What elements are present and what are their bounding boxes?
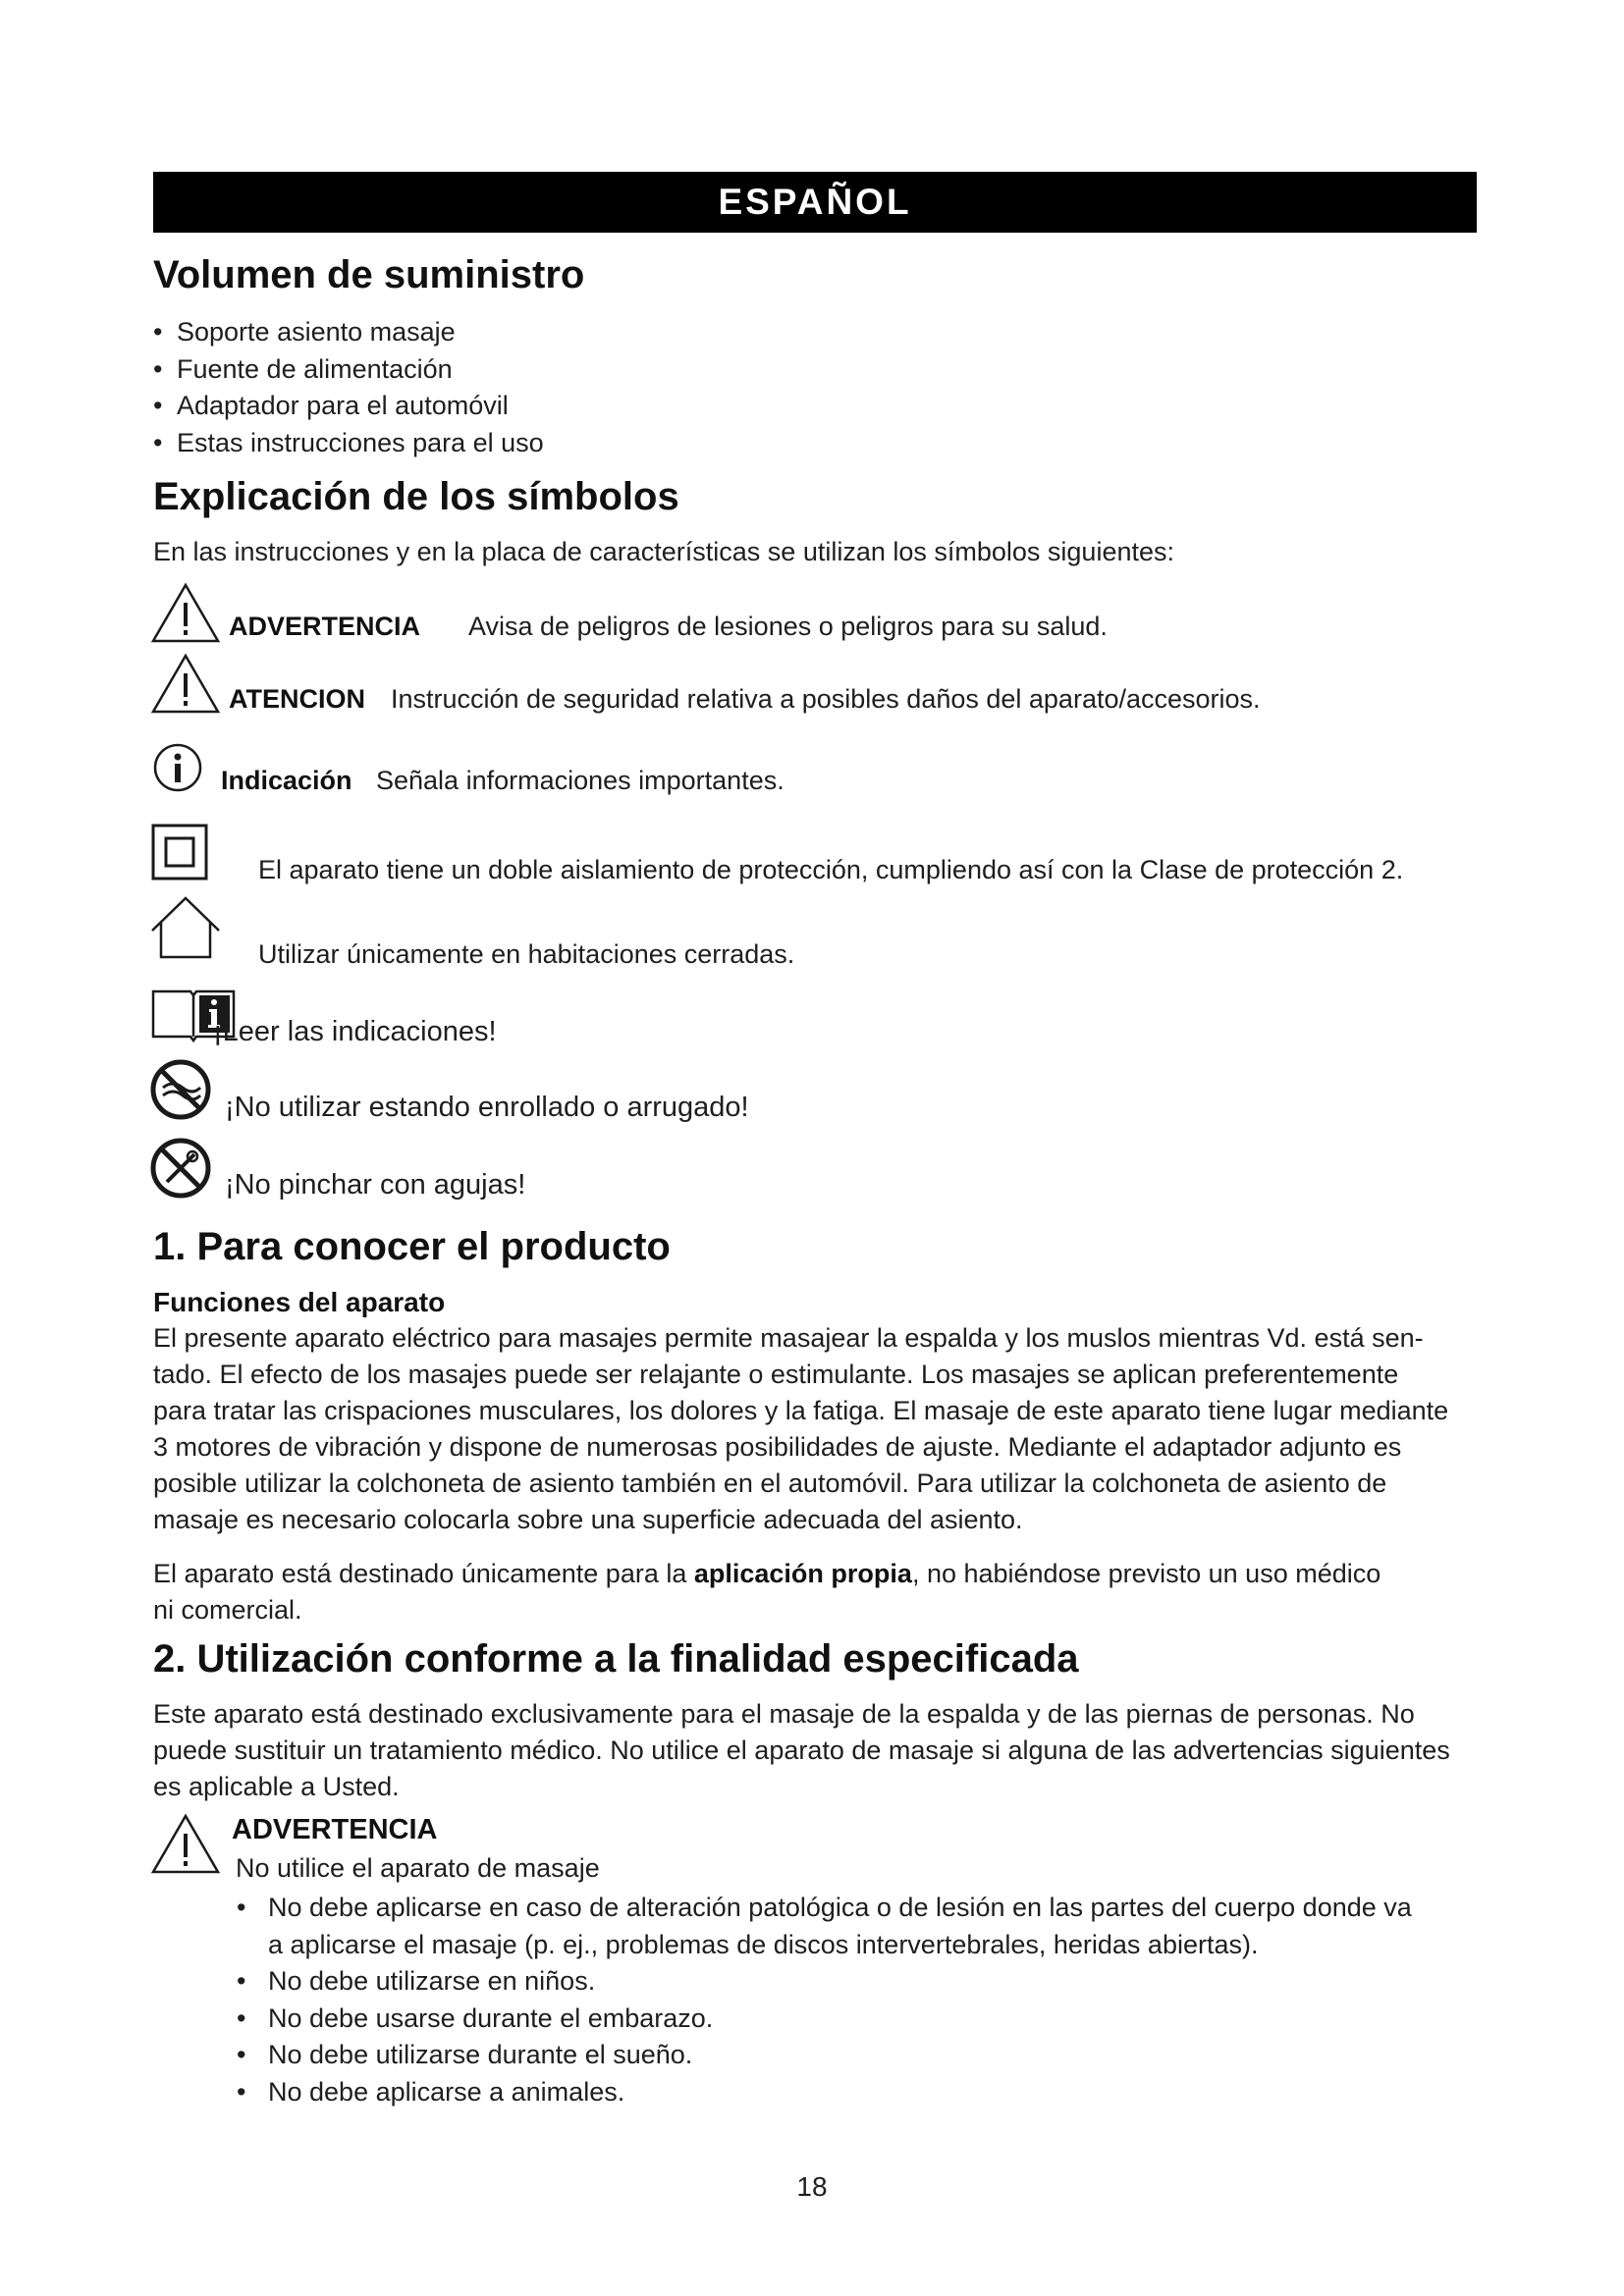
list-item: • Fuente de alimentación <box>153 351 544 389</box>
paragraph-line: ni comercial. <box>153 1595 302 1625</box>
list-item: • Adaptador para el automóvil <box>153 388 544 425</box>
warning-label: ADVERTENCIA <box>229 612 421 641</box>
section1-subheading: Funciones del aparato <box>153 1287 446 1317</box>
caution-triangle-icon <box>150 652 221 715</box>
list-item-line: a aplicarse el masaje (p. ej., problemas de discos intervertebrales, heridas abiertas). <box>268 1929 1259 1959</box>
symbols-intro: En las instrucciones y en la placa de características se utilizan los símbolos siguientes: <box>153 537 1175 566</box>
no-folding-icon <box>149 1058 212 1121</box>
no-needles-icon <box>149 1137 212 1200</box>
paragraph-line: posible utilizar la colchoneta de asiento también en el automóvil. Para utilizar la colchoneta de asiento de <box>153 1468 1387 1498</box>
note-text: Señala informaciones importantes. <box>376 766 785 795</box>
read-instructions-text: ¡Leer las indicaciones! <box>213 1016 497 1047</box>
caution-text: Instrucción de seguridad relativa a posibles daños del aparato/accesorios. <box>391 684 1261 714</box>
section2-paragraph <box>153 1696 1489 1805</box>
double-insulation-text: El aparato tiene un doble aislamiento de protección, cumpliendo así con la Clase de protección 2. <box>258 855 1404 884</box>
section2-warning-list <box>237 1890 1412 2110</box>
language-banner: ESPAÑOL <box>153 172 1477 233</box>
no-needles-text: ¡No pinchar con agujas! <box>225 1169 526 1201</box>
list-item: • No debe aplicarse a animales. <box>237 2074 1412 2111</box>
paragraph-line: tado. El efecto de los masajes puede ser relajante o estimulante. Los masajes se aplican preferentemente <box>153 1360 1399 1389</box>
house-icon <box>149 895 222 960</box>
paragraph-line: masaje es necesario colocarla sobre una superficie adecuada del asiento. <box>153 1505 1023 1534</box>
no-folding-text: ¡No utilizar estando enrollado o arrugado! <box>225 1092 749 1123</box>
caution-label: ATENCION <box>229 684 365 714</box>
section2-warning-intro: No utilice el aparato de masaje <box>236 1853 600 1883</box>
paragraph-line: Este aparato está destinado exclusivamente para el masaje de la espalda y de las piernas de personas. No <box>153 1699 1415 1729</box>
list-item <box>237 1890 1412 1963</box>
double-insulation-icon <box>150 823 209 881</box>
paragraph-line: 3 motores de vibración y dispone de numerosas posibilidades de ajuste. Mediante el adaptador adjunto es <box>153 1432 1402 1462</box>
section1-paragraph <box>153 1320 1489 1538</box>
list-item: • Soporte asiento masaje <box>153 314 544 351</box>
warning-triangle-icon <box>150 1812 221 1875</box>
info-icon <box>152 742 203 793</box>
usage-text-start: El aparato está destinado únicamente para la <box>153 1559 694 1588</box>
list-item: • No debe usarse durante el embarazo. <box>237 2001 1412 2038</box>
supply-heading: Volumen de suministro <box>153 253 585 296</box>
warning-triangle-icon <box>150 581 221 644</box>
section1-usage-paragraph <box>153 1556 1489 1629</box>
list-item: • No debe utilizarse en niños. <box>237 1963 1412 2001</box>
page-number: 18 <box>796 2171 828 2202</box>
section1-heading: 1. Para conocer el producto <box>153 1225 671 1268</box>
symbols-heading: Explicación de los símbolos <box>153 475 679 518</box>
indoor-text: Utilizar únicamente en habitaciones cerradas. <box>258 939 795 969</box>
warning-text: Avisa de peligros de lesiones o peligros para su salud. <box>468 612 1108 641</box>
usage-text-end: , no habiéndose previsto un uso médico <box>911 1559 1381 1588</box>
list-item-line: No debe aplicarse en caso de alteración patológica o de lesión en las partes del cuerpo donde va <box>268 1893 1412 1922</box>
section2-warning-label: ADVERTENCIA <box>232 1814 438 1845</box>
usage-text-bold: aplicación propia <box>693 1559 912 1588</box>
section2-heading: 2. Utilización conforme a la finalidad especificada <box>153 1637 1079 1681</box>
paragraph-line: puede sustituir un tratamiento médico. No utilice el aparato de masaje si alguna de las advertencias siguientes <box>153 1735 1450 1765</box>
list-item: • No debe utilizarse durante el sueño. <box>237 2037 1412 2074</box>
paragraph-line <box>153 1556 1489 1592</box>
paragraph-line: es aplicable a Usted. <box>153 1772 400 1801</box>
list-item: • Estas instrucciones para el uso <box>153 425 544 462</box>
paragraph-line: para tratar las crispaciones musculares, los dolores y la fatiga. El masaje de este aparato tiene lugar mediante <box>153 1396 1449 1425</box>
supply-list <box>153 314 544 461</box>
paragraph-line: El presente aparato eléctrico para masajes permite masajear la espalda y los muslos mientras Vd. está sen- <box>153 1323 1424 1353</box>
note-label: Indicación <box>221 766 352 795</box>
